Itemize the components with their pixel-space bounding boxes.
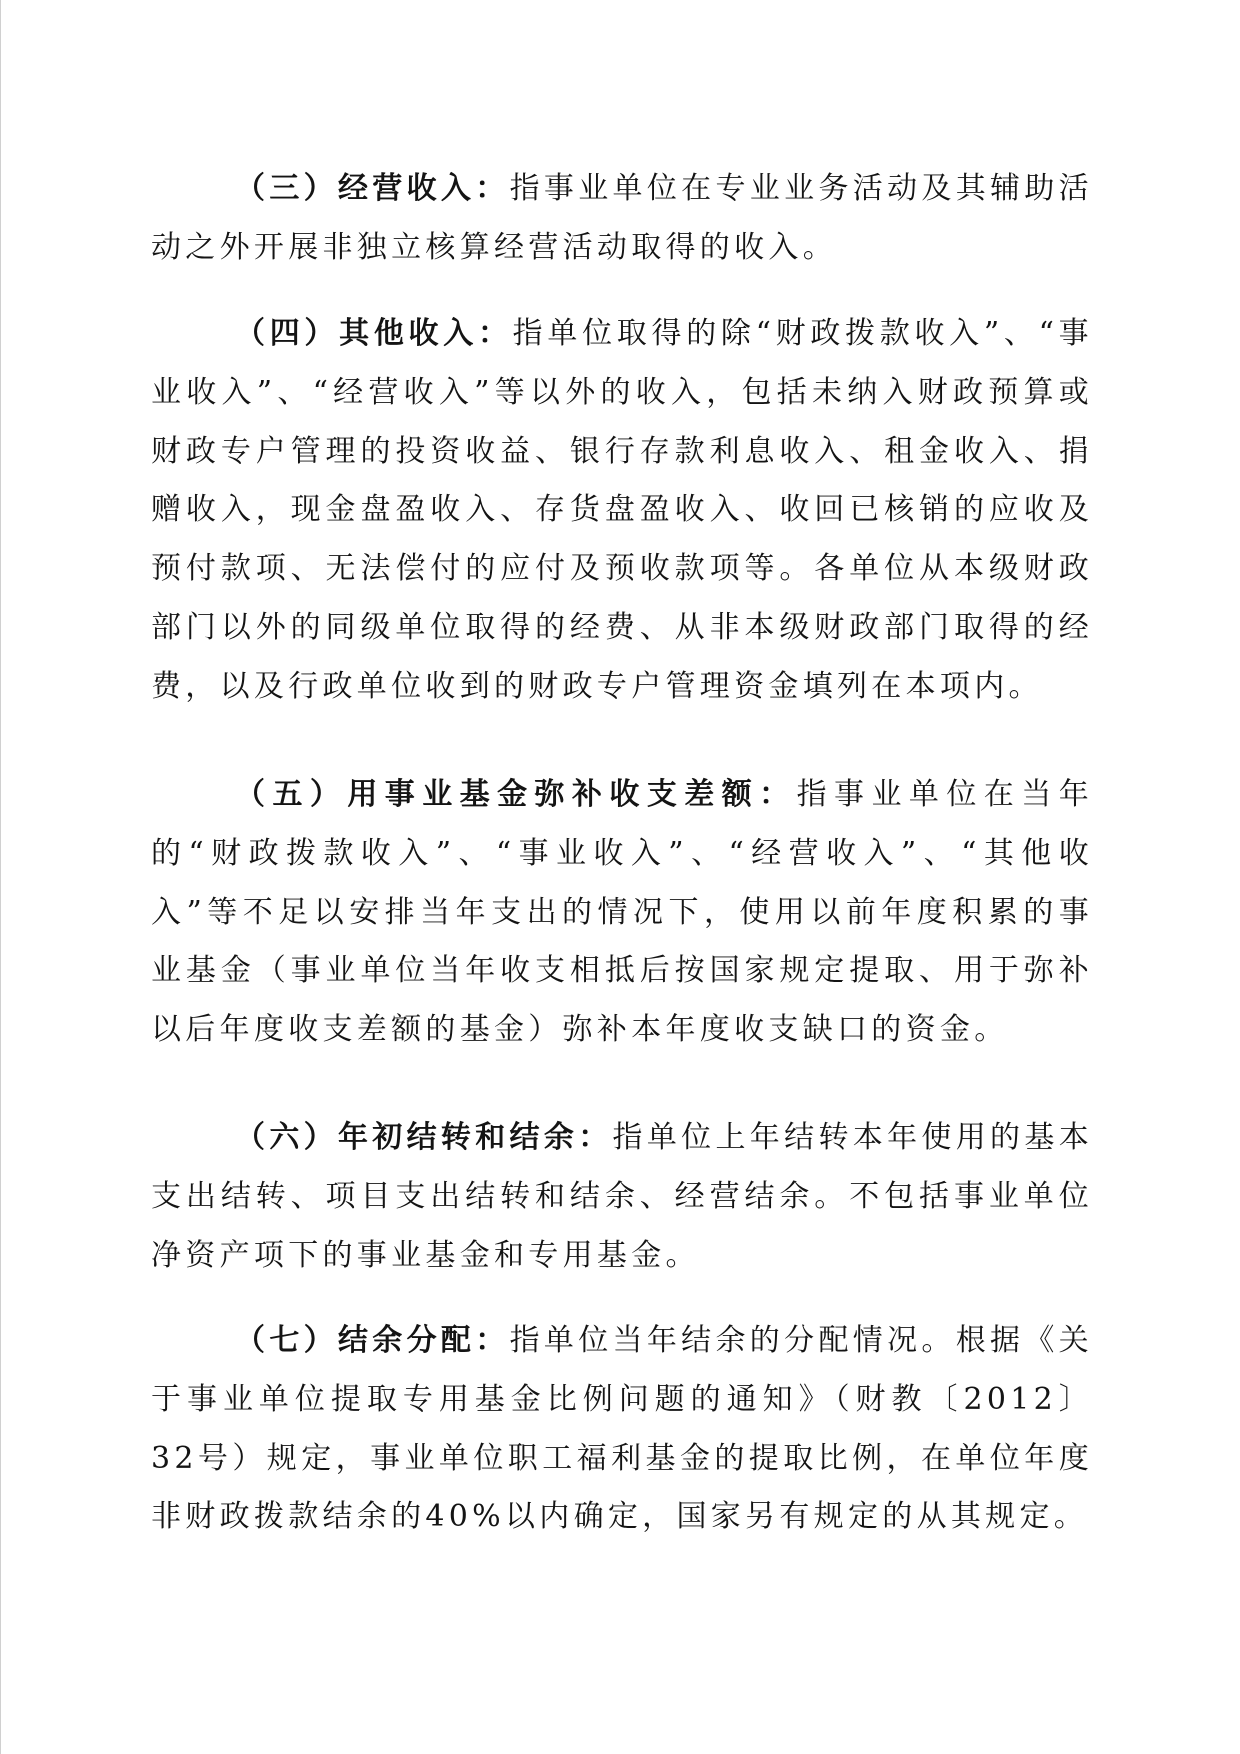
- section-body: 指单位取得的除“财政拨款收入”、“事业收入”、“经营收入”等以外的收入，包括未纳入财政预算或财政专户管理的投资收益、银行存款利息收入、租金收入、捐赠收入，现金盘盈收入、存货盘盈收入、收回已核销的应收及预付款项、无法偿付的应付及预收款项等。各单位从本级财政部门以外的同级单位取得的经费、从非本级财政部门取得的经费，以及行政单位收到的财政专户管理资金填列在本项内。: [151, 316, 1093, 704]
- section-body: 指事业单位在当年的“财政拨款收入”、“事业收入”、“经营收入”、“其他收入”等不足以安排当年支出的情况下，使用以前年度积累的事业基金（事业单位当年收支相抵后按国家规定提取、用于弥补以后年度收支差额的基金）弥补本年度收支缺口的资金。: [151, 777, 1093, 1048]
- section-heading: （五）用事业基金弥补收支差额：: [235, 777, 797, 812]
- section-other-income: [151, 305, 1093, 717]
- section-body: 指单位当年结余的分配情况。根据《关于事业单位提取专用基金比例问题的通知》（财教〔2012〕32号）规定，事业单位职工福利基金的提取比例，在单位年度非财政拨款结余的40%以内确定，国家另有规定的从其规定。: [151, 1323, 1093, 1535]
- section-carryover-balance: [151, 1109, 1093, 1285]
- section-heading: （四）其他收入：: [235, 316, 513, 351]
- section-operating-income: [151, 160, 1093, 278]
- section-heading: （七）结余分配：: [235, 1323, 510, 1358]
- section-fund-offset: [151, 766, 1093, 1060]
- section-heading: （六）年初结转和结余：: [235, 1120, 613, 1155]
- section-body: 指单位上年结转本年使用的基本支出结转、项目支出结转和结余、经营结余。不包括事业单位净资产项下的事业基金和专用基金。: [151, 1120, 1093, 1273]
- section-heading: （三）经营收入：: [235, 171, 510, 206]
- section-body: 指事业单位在专业业务活动及其辅助活动之外开展非独立核算经营活动取得的收入。: [151, 171, 1093, 265]
- section-surplus-distribution: [151, 1312, 1093, 1547]
